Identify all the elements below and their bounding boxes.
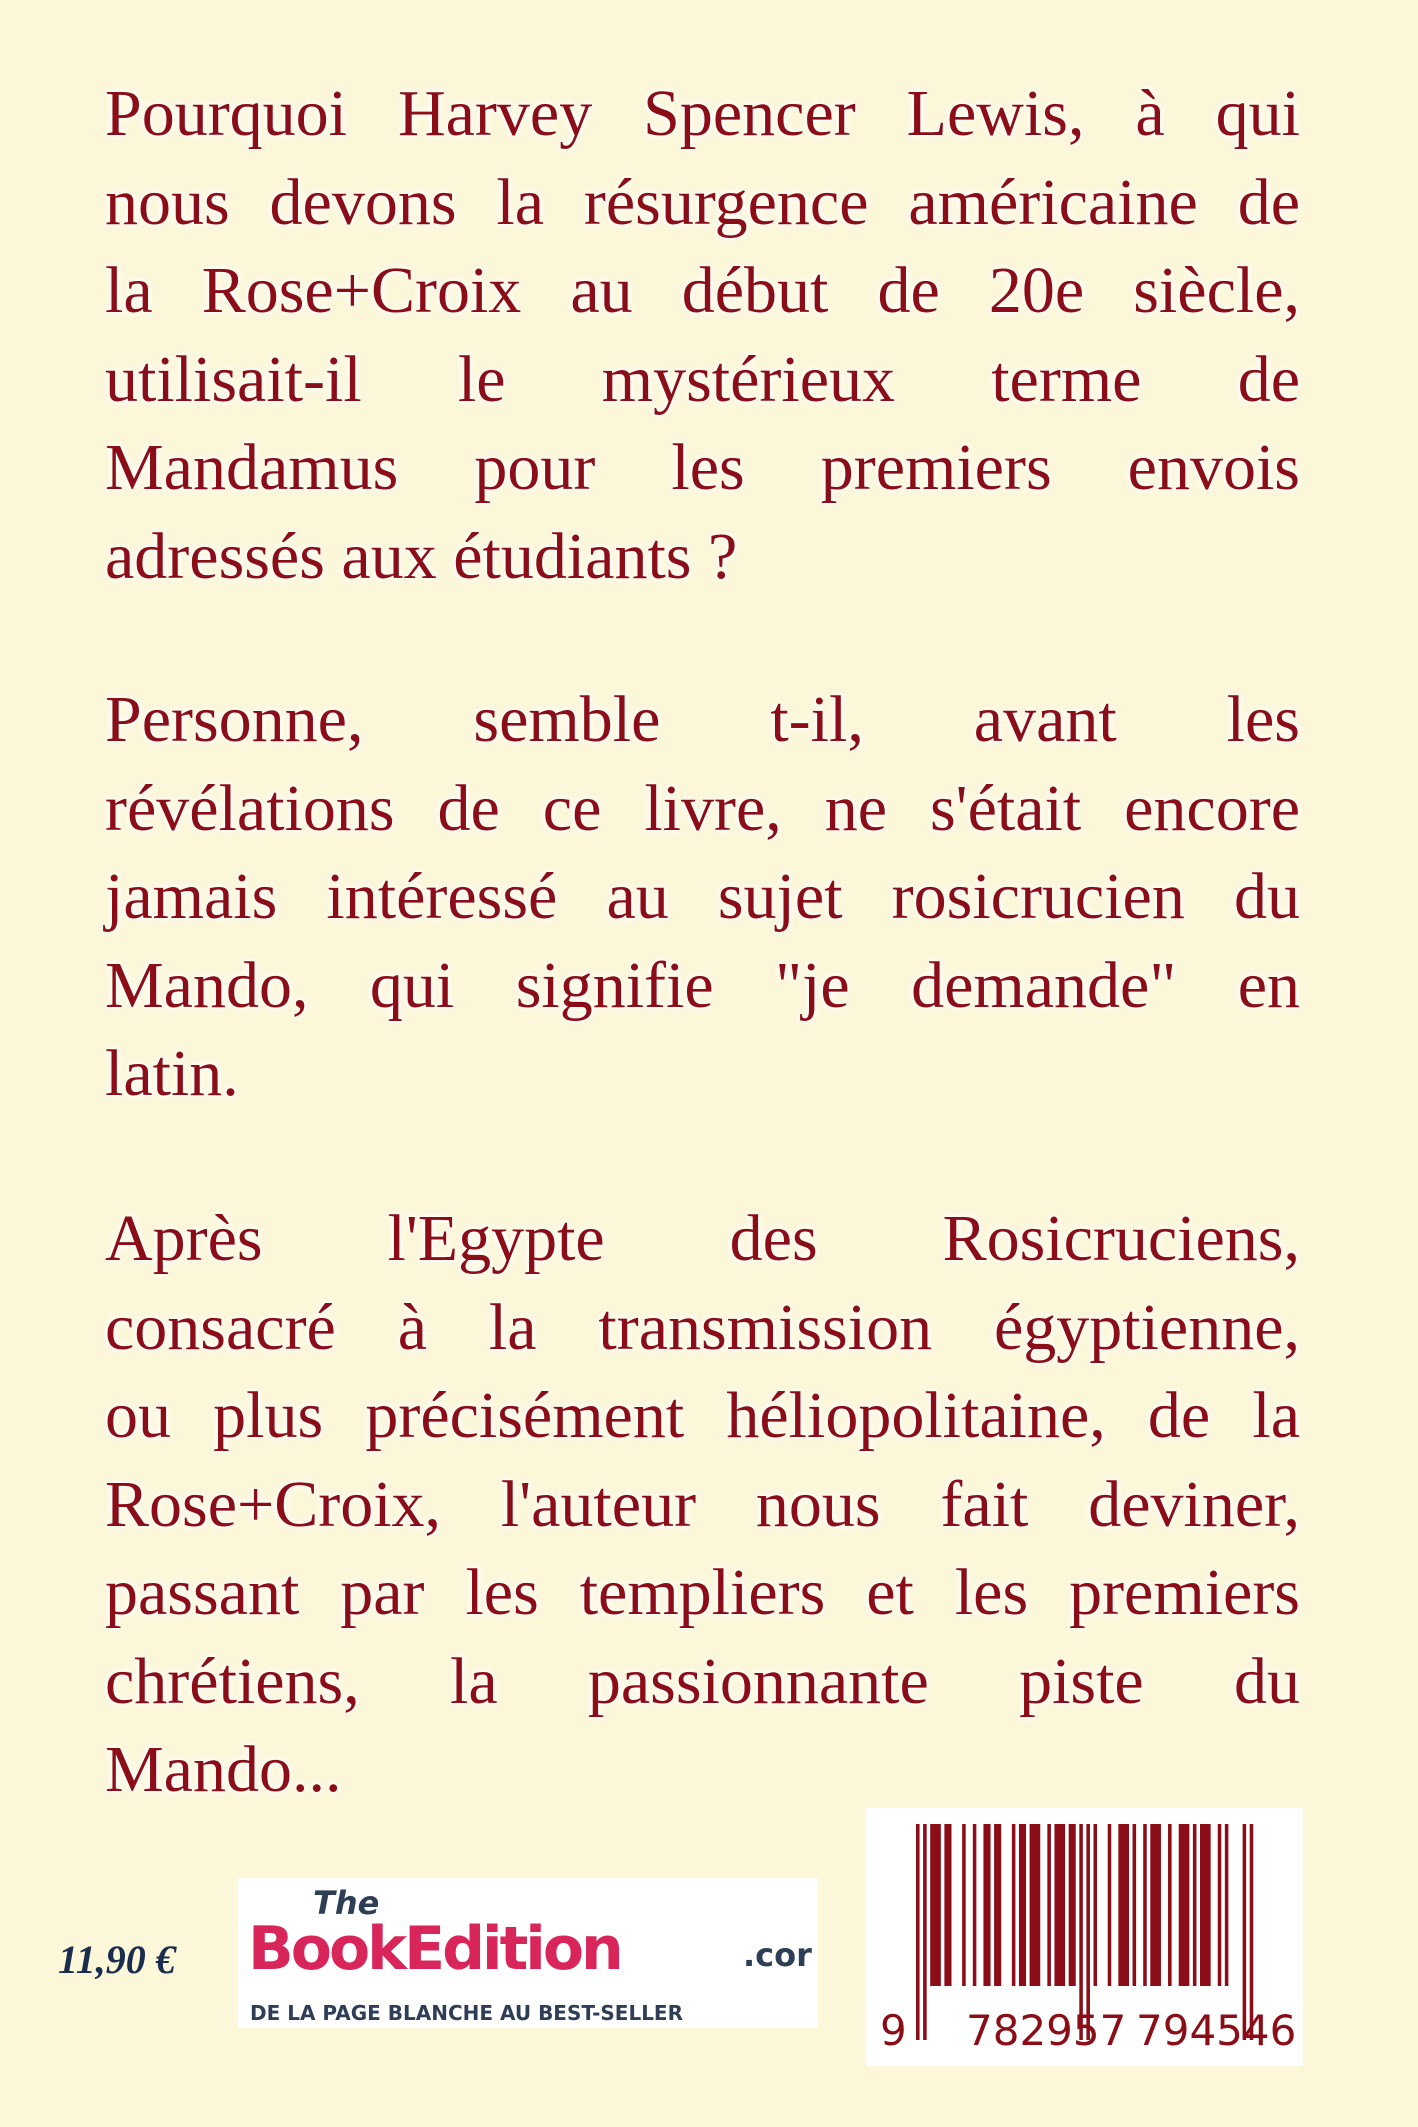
publisher-logo — [238, 1878, 818, 2028]
paragraph-line: chrétiens, la passionnante piste du — [105, 1644, 1300, 1718]
paragraph-line: utilisait-il le mystérieux terme de — [105, 342, 1300, 416]
paragraph-line: révélations de ce livre, ne s'était encore — [105, 771, 1300, 845]
barcode-bar — [944, 1824, 951, 1986]
barcode-bar — [1054, 1824, 1065, 1986]
paragraph-line: la Rose+Croix au début de 20e siècle, — [105, 254, 1300, 327]
barcode-bar — [973, 1824, 977, 1986]
logo-the-text: The — [313, 1884, 380, 1922]
barcode-bar — [1108, 1824, 1112, 1986]
barcode-bar — [1094, 1824, 1098, 1986]
logo-tagline: DE LA PAGE BLANCHE AU BEST-SELLER — [250, 2001, 683, 2025]
barcode-bar — [1150, 1824, 1161, 1986]
barcode-bar — [1030, 1824, 1041, 1986]
barcode-bar — [1047, 1824, 1051, 1986]
paragraph-line: Pourquoi Harvey Spencer Lewis, à qui — [105, 77, 1300, 150]
barcode-bar — [994, 1824, 1001, 1986]
barcode-bar — [1118, 1824, 1129, 1986]
barcode-bar — [1019, 1824, 1026, 1986]
barcode-bar — [1069, 1824, 1076, 1986]
logo-domain-text: .cor — [743, 1936, 812, 1974]
barcode-bar — [1168, 1824, 1172, 1986]
barcode-bar — [1218, 1824, 1222, 1986]
paragraph-line: Mandamus pour les premiers envois — [105, 431, 1300, 504]
barcode-bar — [916, 1824, 920, 2040]
barcode-bar — [923, 1824, 927, 2040]
isbn-barcode — [866, 1808, 1303, 2066]
paragraph-2 — [105, 676, 1300, 1119]
paragraph-line: Mando, qui signifie "je demande" en — [105, 948, 1300, 1022]
barcode-right-digits: 794546 — [1136, 2006, 1297, 2055]
paragraph-line: passant par les templiers et les premiers — [105, 1556, 1300, 1629]
barcode-bar — [962, 1824, 966, 1986]
paragraph-line: Après l'Egypte des Rosicruciens, — [105, 1202, 1300, 1275]
paragraph-line: consacré à la transmission égyptienne, — [105, 1290, 1300, 1364]
barcode-bar — [1143, 1824, 1147, 1986]
barcode-bar — [1193, 1824, 1197, 1986]
barcode-bar — [1179, 1824, 1190, 1986]
barcode-bar — [1012, 1824, 1016, 1986]
barcode-bar — [983, 1824, 990, 1986]
paragraph-line: Rose+Croix, l'auteur nous fait deviner, — [105, 1467, 1300, 1541]
paragraph-line: Mando... — [105, 1733, 342, 1806]
paragraph-3 — [105, 1195, 1300, 1815]
barcode-first-digit: 9 — [880, 2006, 907, 2055]
price-label: 11,90 € — [58, 1937, 176, 1982]
paragraph-line: latin. — [105, 1037, 239, 1110]
paragraph-line: ou plus précisément héliopolitaine, de la — [105, 1379, 1300, 1452]
barcode-bar — [1200, 1824, 1211, 1986]
barcode-bar — [1225, 1824, 1229, 1986]
logo-brand-text: BookEdition — [248, 1914, 621, 1984]
paragraph-line: Personne, semble t-il, avant les — [105, 683, 1300, 756]
barcode-bar — [1133, 1824, 1137, 1986]
paragraph-line: jamais intéressé au sujet rosicrucien du — [105, 860, 1300, 933]
paragraph-line: adressés aux étudiants ? — [105, 519, 738, 593]
barcode-left-digits: 782957 — [966, 2006, 1127, 2055]
barcode-bar — [930, 1824, 941, 1986]
paragraph-line: nous devons la résurgence américaine de — [105, 165, 1300, 239]
paragraph-1 — [105, 70, 1300, 601]
